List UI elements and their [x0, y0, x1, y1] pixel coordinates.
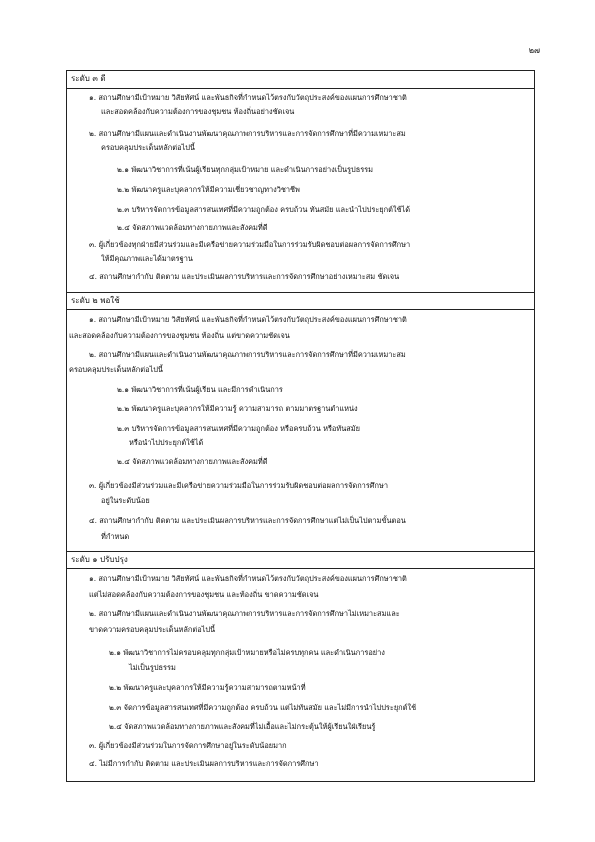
criterion-line: ที่กำหนด	[101, 532, 130, 541]
criterion-line: ๒.๓ บริหารจัดการข้อมูลสารสนเทศที่มีความถูกต้อง หรือครบถ้วน หรือทันสมัย	[117, 424, 361, 433]
criterion-line: ๔. ไม่มีการกำกับ ติดตาม และประเมินผลการบริหารและการจัดการศึกษา	[89, 759, 319, 768]
criterion-line: ๒. สถานศึกษามีแผนและดำเนินงานพัฒนาคุณภาพการบริหารและการจัดการศึกษาที่มีความเหมาะสม	[89, 129, 406, 138]
criterion-line: ๔. สถานศึกษากำกับ ติดตาม และประเมินผลการบริหารและการจัดการศึกษาอย่างเหมาะสม ชัดเจน	[89, 272, 400, 281]
criterion-line: ขาดความครอบคลุมประเด็นหลักต่อไปนี้	[89, 625, 216, 634]
criterion-line: ๒.๓ จัดการข้อมูลสารสนเทศที่มีความถูกต้อง ครบถ้วน แต่ไม่ทันสมัย และไม่มีการนำไปประยุกต์ใช้	[109, 703, 417, 712]
criterion-line: และสอดคล้องกับความต้องการของชุมชน ท้องถิ่น แต่ขาดความชัดเจน	[69, 331, 290, 340]
criterion-line: ๒.๔ จัดสภาพแวดล้อมทางกายภาพและสังคมที่ไม่เอื้อและไม่กระตุ้นให้ผู้เรียนใฝ่เรียนรู้	[109, 722, 376, 731]
level-2-header: ระดับ ๒ พอใช้	[67, 292, 534, 310]
rubric-table	[66, 70, 535, 782]
criterion-line: ๒.๑ พัฒนาวิชาการไม่ครอบคลุมทุกกลุ่มเป้าหมายหรือไม่ครบทุกคน และดำเนินการอย่าง	[109, 648, 385, 657]
criterion-line: ๓. ผู้เกี่ยวข้องมีส่วนร่วมและมีเครือข่ายความร่วมมือในการร่วมรับผิดชอบต่อผลการจัดการศึกษา	[89, 481, 388, 490]
criterion-line: ไม่เป็นรูปธรรม	[129, 663, 176, 672]
criterion-line: ๑. สถานศึกษามีเป้าหมาย วิสัยทัศน์ และพันธกิจที่กำหนดไว้ตรงกับวัตถุประสงค์ของแผนการศึกษาชาติ	[89, 315, 407, 324]
criterion-line: ๒.๑ พัฒนาวิชาการที่เน้นผู้เรียนทุกกลุ่มเป้าหมาย และดำเนินการอย่างเป็นรูปธรรม	[117, 165, 374, 174]
criterion-line: ๓. ผู้เกี่ยวข้องทุกฝ่ายมีส่วนร่วมและมีเครือข่ายความร่วมมือในการร่วมรับผิดชอบต่อผลการจัดการศึกษา	[89, 240, 411, 249]
criterion-line: ครอบคลุมประเด็นหลักต่อไปนี้	[101, 143, 195, 152]
criterion-line: ๑. สถานศึกษามีเป้าหมาย วิสัยทัศน์ และพันธกิจที่กำหนดไว้ตรงกับวัตถุประสงค์ของแผนการศึกษาชาติ	[89, 93, 407, 102]
criterion-line: ๒.๓ บริหารจัดการข้อมูลสารสนเทศที่มีความถูกต้อง ครบถ้วน ทันสมัย และนำไปประยุกต์ใช้ได้	[117, 205, 411, 214]
criterion-line: ๒. สถานศึกษามีแผนและดำเนินงานพัฒนาคุณภาพการบริหารและการจัดการศึกษาไม่เหมาะสมและ	[89, 609, 400, 618]
criterion-line: หรือนำไปประยุกต์ใช้ได้	[129, 438, 204, 447]
page-number: ๒๗	[528, 46, 540, 55]
criterion-line: ๒.๒ พัฒนาครูและบุคลากรให้มีความรู้ความสามารถตามหน้าที่	[109, 683, 306, 692]
criterion-line: ให้มีคุณภาพและได้มาตรฐาน	[101, 254, 193, 263]
criterion-line: ๔. สถานศึกษากำกับ ติดตาม และประเมินผลการบริหารและการจัดการศึกษาแต่ไม่เป็นไปตามขั้นตอน	[89, 516, 406, 525]
criterion-line: ๒.๑ พัฒนาวิชาการที่เน้นผู้เรียน และมีการดำเนินการ	[117, 385, 283, 394]
criterion-line: ๒.๒ พัฒนาครูและบุคลากรให้มีความเชี่ยวชาญทางวิชาชีพ	[117, 185, 300, 194]
criterion-line: ๒.๔ จัดสภาพแวดล้อมทางกายภาพและสังคมที่ดี	[117, 457, 268, 466]
criterion-line: ๒.๔ จัดสภาพแวดล้อมทางกายภาพและสังคมที่ดี	[117, 223, 268, 232]
criterion-line: ๓. ผู้เกี่ยวข้องมีส่วนร่วมในการจัดการศึกษาอยู่ในระดับน้อยมาก	[89, 741, 287, 750]
criterion-line: ครอบคลุมประเด็นหลักต่อไปนี้	[69, 365, 163, 374]
criterion-line: แต่ไม่สอดคล้องกับความต้องการของชุมชน และท้องถิ่น ขาดความชัดเจน	[89, 590, 319, 599]
criterion-line: และสอดคล้องกับความต้องการของชุมชน ท้องถิ่นอย่างชัดเจน	[101, 107, 295, 116]
level-3-header: ระดับ ๓ ดี	[67, 71, 534, 89]
criterion-line: ๑. สถานศึกษามีเป้าหมาย วิสัยทัศน์ และพันธกิจที่กำหนดไว้ตรงกับวัตถุประสงค์ของแผนการศึกษาชาติ	[89, 574, 407, 583]
criterion-line: อยู่ในระดับน้อย	[101, 496, 150, 505]
criterion-line: ๒. สถานศึกษามีแผนและดำเนินงานพัฒนาคุณภาพการบริหารและการจัดการศึกษาที่มีความเหมาะสม	[89, 350, 406, 359]
criterion-line: ๒.๒ พัฒนาครูและบุคลากรให้มีความรู้ ความสามารถ ตามมาตรฐานตำแหน่ง	[117, 404, 358, 413]
level-1-header: ระดับ ๑ ปรับปรุง	[67, 551, 534, 569]
